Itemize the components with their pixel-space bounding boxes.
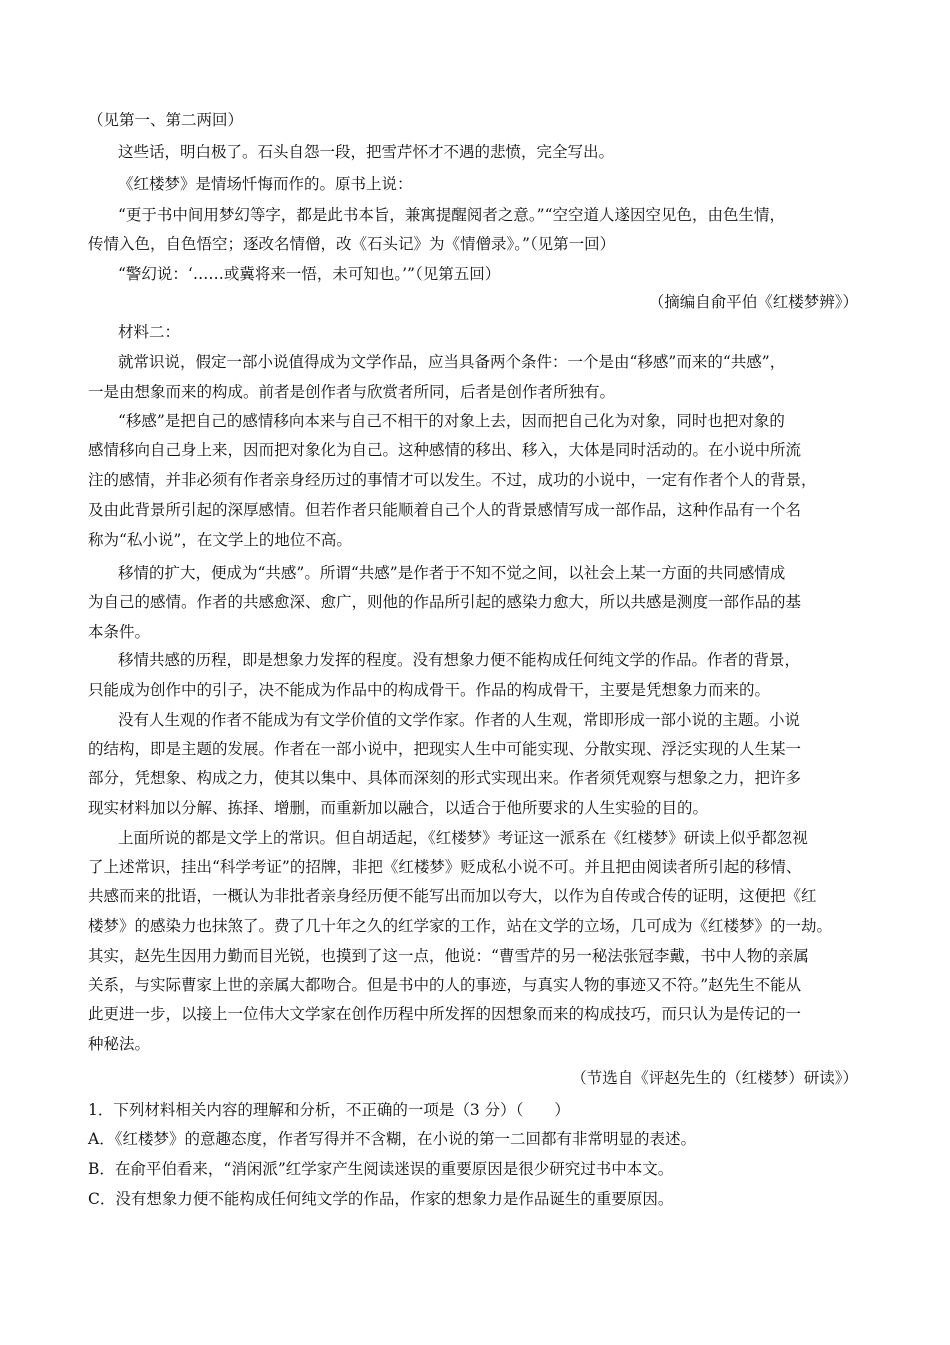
text-line: “更于书中间用梦幻等字，都是此书本旨，兼寓提醒阅者之意。”“空空道人遂因空见色，由色生情，	[118, 206, 786, 224]
text-line: 称为“私小说”，在文学上的地位不高。	[88, 531, 352, 549]
text-line: 没有人生观的作者不能成为有文学价值的文学作家。作者的人生观，常即形成一部小说的主题。小说	[118, 711, 801, 729]
text-line: 传情入色，自色悟空；逐改名情僧，改《石头记》为《情僧录》。”（见第一回）	[88, 235, 616, 253]
text-line: “警幻说：‘……或冀将来一悟，未可知也。’”（见第五回）	[118, 265, 501, 283]
section-heading: 材料二：	[118, 323, 181, 341]
answer-option-b: B．在俞平伯看来，“消闲派”红学家产生阅读迷误的重要原因是很少研究过书中本文。	[88, 1160, 674, 1178]
text-line: 注的感情，并非必须有作者亲身经历过的事情才可以发生。不过，成功的小说中，一定有作者个人的背景，	[88, 471, 817, 489]
text-line: （见第一、第二两回）	[88, 111, 244, 129]
text-line: 就常识说，假定一部小说值得成为文学作品，应当具备两个条件：一个是由“移感”而来的“共感”，	[118, 353, 786, 371]
text-line: 及由此背景所引起的深厚感情。但若作者只能顺着自己个人的背景感情写成一部作品，这种作品有一个名	[88, 501, 802, 519]
source-citation: （节选自《评赵先生的（红楼梦）研读》）	[571, 1069, 858, 1087]
text-line: 本条件。	[88, 623, 151, 641]
text-line: 种秘法。	[88, 1035, 151, 1053]
text-line: 现实材料加以分解、拣择、增删，而重新加以融合，以适合于他所要求的人生实验的目的。	[88, 799, 709, 817]
text-line: 共感而来的批语，一概认为非批者亲身经历便不能写出而加以夸大，以作为自传或合传的证明，这便把《红	[88, 887, 817, 905]
question-stem: 1．下列材料相关内容的理解和分析，不正确的一项是（3 分）（ ）	[88, 1101, 570, 1119]
text-line: 《红楼梦》是情场忏悔而作的。原书上说：	[118, 175, 413, 193]
text-line: “移感”是把自己的感情移向本来与自己不相干的对象上去，因而把自己化为对象，同时也把对象的	[118, 412, 785, 430]
answer-option-a: A．《红楼梦》的意趣态度，作者写得并不含糊，在小说的第一二回都有非常明显的表述。	[88, 1130, 696, 1148]
text-line: 上面所说的都是文学上的常识。但自胡适起，《红楼梦》考证这一派系在《红楼梦》研读上似乎都忽视	[118, 829, 808, 847]
text-line: 只能成为创作中的引子，决不能成为作品中的构成骨干。作品的构成骨干，主要是凭想象力而来的。	[88, 681, 771, 699]
text-line: 了上述常识，挂出“科学考证”的招牌，非把《红楼梦》贬成私小说不可。并且把由阅读者所引起的移情、	[88, 858, 802, 876]
text-line: 移情的扩大，便成为“共感”。所谓“共感”是作者于不知不觉之间，以社会上某一方面的共同感情成	[118, 564, 786, 582]
text-line: 这些话，明白极了。石头自怨一段，把雪芹怀才不遇的悲愤，完全写出。	[118, 143, 615, 161]
text-line: 部分，凭想象、构成之力，使其以集中、具体而深刻的形式实现出来。作者须凭观察与想象之力，把许多	[88, 769, 802, 787]
text-line: 此更进一步，以接上一位伟大文学家在创作历程中所发挥的因想象而来的构成技巧，而只认为是传记的一	[88, 1005, 802, 1023]
answer-option-c: C．没有想象力便不能构成任何纯文学的作品，作家的想象力是作品诞生的重要原因。	[88, 1190, 674, 1208]
text-line: 感情移向自己身上来，因而把对象化为自己。这种感情的移出、移入，大体是同时活动的。在小说中所流	[88, 441, 802, 459]
text-line: 的结构，即是主题的发展。作者在一部小说中，把现实人生中可能实现、分散实现、浮泛实现的人生某一	[88, 740, 802, 758]
text-line: 一是由想象而来的构成。前者是创作者与欣赏者所同，后者是创作者所独有。	[88, 383, 616, 401]
text-line: 关系，与实际曹家上世的亲属大都吻合。但是书中的人的事迹，与真实人物的事迹又不符。”赵先生不能从	[88, 976, 802, 994]
text-line: 移情共感的历程，即是想象力发挥的程度。没有想象力便不能构成任何纯文学的作品。作者的背景，	[118, 651, 801, 669]
text-line: 为自己的感情。作者的共感愈深、愈广，则他的作品所引起的感染力愈大，所以共感是测度一部作品的基	[88, 593, 802, 611]
text-line: 楼梦》的感染力也抹煞了。费了几十年之久的红学家的工作，站在文学的立场，几可成为《红楼梦》的一劫。	[88, 917, 833, 935]
text-line: 其实，赵先生因用力勤而目光锐，也摸到了这一点，他说：“曹雪芹的另一秘法张冠李戴，书中人物的亲属	[88, 947, 809, 965]
source-citation: （摘编自俞平伯《红楼梦辨》）	[648, 293, 858, 311]
